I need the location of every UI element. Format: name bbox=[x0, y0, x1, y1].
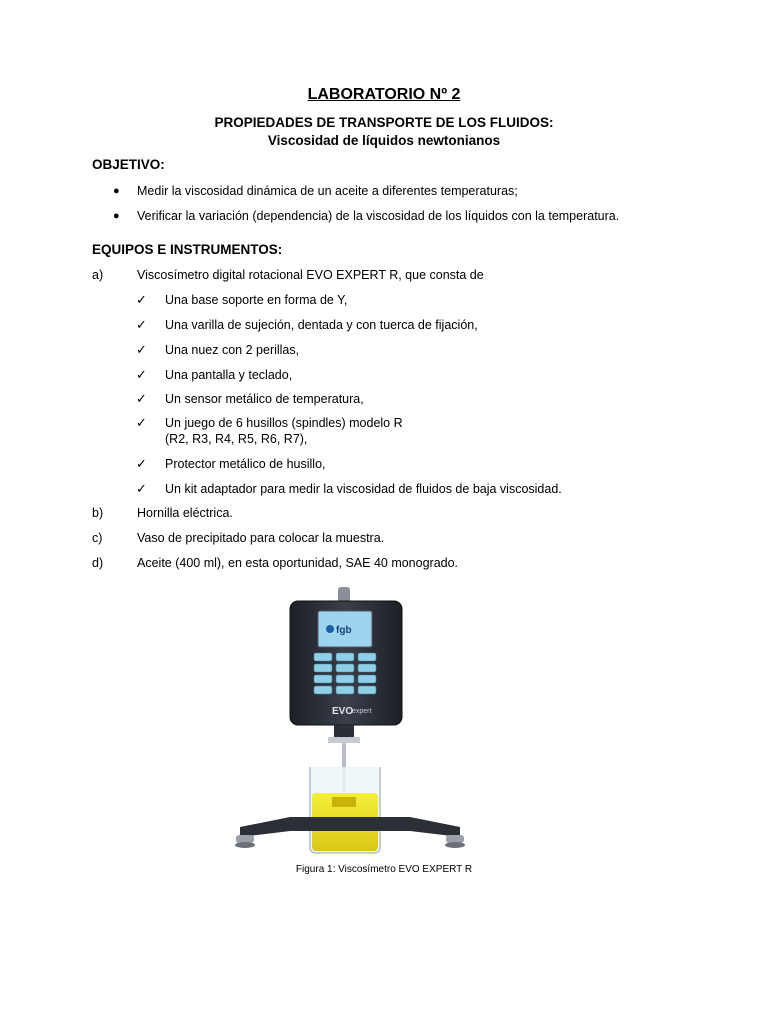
checkmark-icon: ✓ bbox=[136, 456, 147, 471]
checkmark-icon: ✓ bbox=[136, 292, 147, 307]
equipment-subitem: Una varilla de sujeción, dentada y con tuerca de fijación, bbox=[165, 318, 478, 332]
viscometer-image bbox=[230, 585, 470, 860]
equipment-subitem: Una nuez con 2 perillas, bbox=[165, 343, 300, 357]
checkmark-icon: ✓ bbox=[136, 342, 147, 357]
equipment-subitem: Una pantalla y teclado, bbox=[165, 368, 293, 382]
equipment-subitem: Un sensor metálico de temperatura, bbox=[165, 392, 364, 406]
equipment-subitem-continuation: (R2, R3, R4, R5, R6, R7), bbox=[165, 432, 308, 446]
list-marker: b) bbox=[92, 506, 104, 520]
model-label: expert bbox=[352, 708, 372, 715]
objective-item: Verificar la variación (dependencia) de la viscosidad de los líquidos con la temperatura. bbox=[137, 209, 620, 223]
equipment-item: Vaso de precipitado para colocar la muestra. bbox=[137, 531, 385, 545]
bullet-icon: ● bbox=[113, 185, 120, 197]
brand-label: EVO bbox=[332, 706, 354, 717]
equipment-heading: EQUIPOS E INSTRUMENTOS: bbox=[92, 242, 283, 257]
screen-logo-text: fgb bbox=[336, 625, 352, 636]
equipment-item: Hornilla eléctrica. bbox=[137, 506, 233, 520]
equipment-subitem: Protector metálico de husillo, bbox=[165, 457, 326, 471]
checkmark-icon: ✓ bbox=[136, 367, 147, 382]
checkmark-icon: ✓ bbox=[136, 415, 147, 430]
list-marker: c) bbox=[92, 531, 103, 545]
figure-caption: Figura 1: Viscosímetro EVO EXPERT R bbox=[295, 864, 473, 875]
objective-heading: OBJETIVO: bbox=[92, 157, 165, 172]
equipment-subitem: Una base soporte en forma de Y, bbox=[165, 293, 348, 307]
equipment-subitem: Un kit adaptador para medir la viscosidad de fluidos de baja viscosidad. bbox=[165, 482, 562, 496]
page-title: LABORATORIO Nº 2 bbox=[307, 86, 461, 103]
checkmark-icon: ✓ bbox=[136, 391, 147, 406]
equipment-subitem: Un juego de 6 husillos (spindles) modelo R bbox=[165, 416, 403, 430]
page-subtitle: PROPIEDADES DE TRANSPORTE DE LOS FLUIDOS: bbox=[214, 115, 554, 130]
checkmark-icon: ✓ bbox=[136, 317, 147, 332]
list-marker: a) bbox=[92, 268, 104, 282]
bullet-icon: ● bbox=[113, 210, 120, 222]
equipment-item: Aceite (400 ml), en esta oportunidad, SAE 40 monogrado. bbox=[137, 556, 459, 570]
list-marker: d) bbox=[92, 556, 104, 570]
page-subtitle-secondary: Viscosidad de líquidos newtonianos bbox=[267, 133, 501, 148]
equipment-item: Viscosímetro digital rotacional EVO EXPERT R, que consta de bbox=[137, 268, 484, 282]
checkmark-icon: ✓ bbox=[136, 481, 147, 496]
objective-item: Medir la viscosidad dinámica de un aceite a diferentes temperaturas; bbox=[137, 184, 518, 198]
